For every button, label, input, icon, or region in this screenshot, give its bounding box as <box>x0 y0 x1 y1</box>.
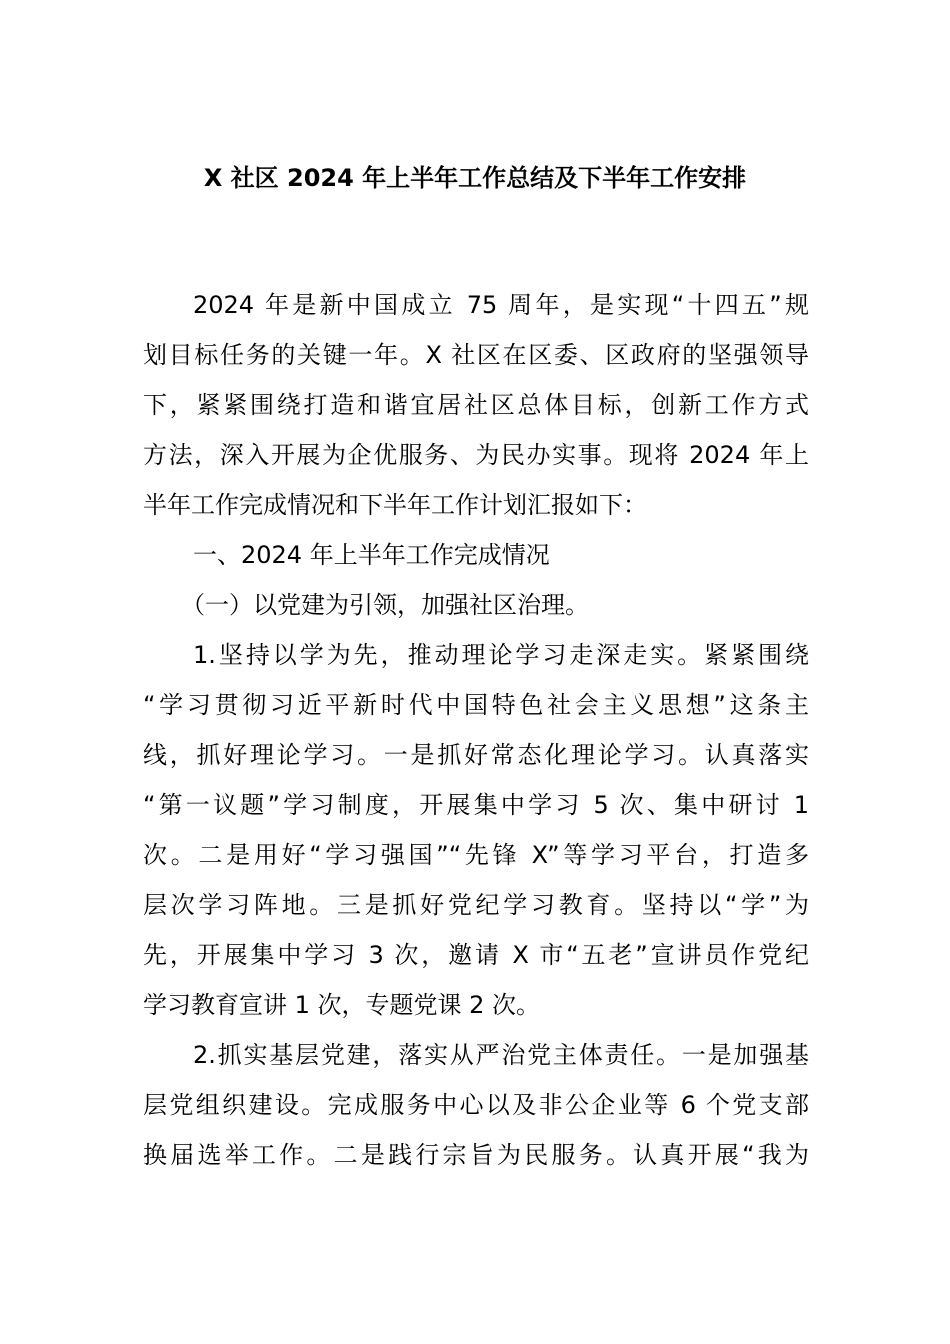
paragraph-line: 下，紧紧围绕打造和谐宜居社区总体目标，创新工作方式 <box>143 391 809 419</box>
subsection-heading: （一）以党建为引领，加强社区治理。 <box>181 591 589 619</box>
paragraph-line: 方法，深入开展为企优服务、为民办实事。现将 2024 年上 <box>143 441 809 469</box>
paragraph-line: 次。二是用好“学习强国”“先锋 X”等学习平台，打造多 <box>143 841 809 869</box>
paragraph-line: 层次学习阵地。三是抓好党纪学习教育。坚持以“学”为 <box>143 891 809 919</box>
paragraph-line: 线，抓好理论学习。一是抓好常态化理论学习。认真落实 <box>143 741 809 769</box>
section-heading: 一、2024 年上半年工作完成情况 <box>193 541 550 569</box>
paragraph-line: 划目标任务的关键一年。X 社区在区委、区政府的坚强领导 <box>143 341 809 369</box>
paragraph-line: “学习贯彻习近平新时代中国特色社会主义思想”这条主 <box>143 691 809 719</box>
paragraph-line: 学习教育宣讲 1 次，专题党课 2 次。 <box>143 991 541 1019</box>
paragraph-line: 2024 年是新中国成立 75 周年，是实现“十四五”规 <box>193 291 809 319</box>
paragraph-line: 半年工作完成情况和下半年工作计划汇报如下： <box>143 491 647 519</box>
paragraph-line: 1.坚持以学为先，推动理论学习走深走实。紧紧围绕 <box>193 641 809 669</box>
document-body <box>143 280 809 1180</box>
paragraph-line: 2.抓实基层党建，落实从严治党主体责任。一是加强基 <box>193 1041 809 1069</box>
document-title: X 社区 2024 年上半年工作总结及下半年工作安排 <box>203 164 747 192</box>
paragraph-line: 换届选举工作。二是践行宗旨为民服务。认真开展“我为 <box>143 1141 809 1169</box>
paragraph-line: 层党组织建设。完成服务中心以及非公企业等 6 个党支部 <box>143 1091 809 1119</box>
paragraph-line: “第一议题”学习制度，开展集中学习 5 次、集中研讨 1 <box>143 791 809 819</box>
paragraph-line: 先，开展集中学习 3 次，邀请 X 市“五老”宣讲员作党纪 <box>143 941 809 969</box>
